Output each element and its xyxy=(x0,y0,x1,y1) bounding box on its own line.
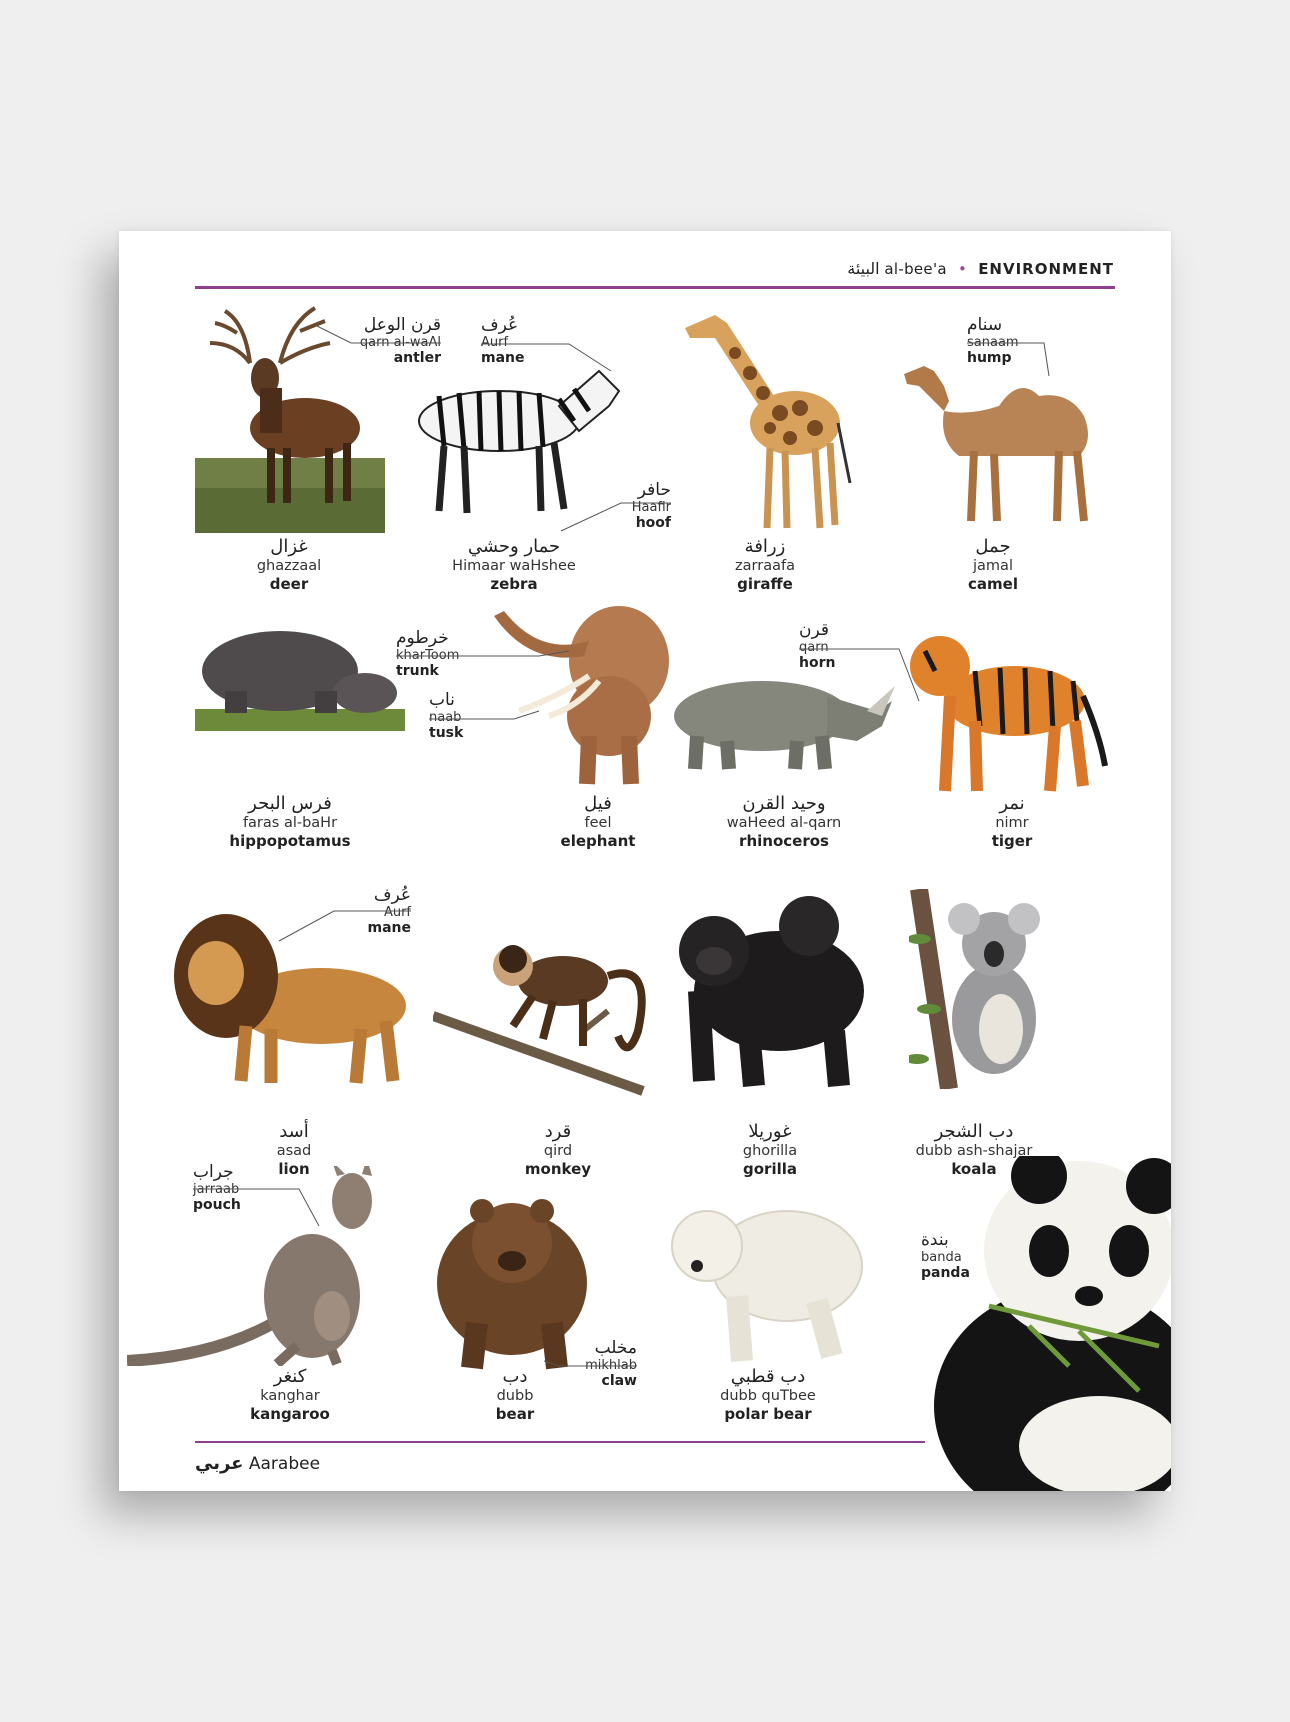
page-header xyxy=(847,259,1114,278)
monkey-image xyxy=(433,921,653,1096)
monkey-caption: قرد qird monkey xyxy=(524,1121,592,1178)
header-rule xyxy=(195,286,1115,289)
tiger-caption: نمر nimr tiger xyxy=(991,793,1033,850)
rhinoceros-caption: وحيد القرن waHeed al-qarn rhinoceros xyxy=(726,793,842,850)
polar-bear-image xyxy=(667,1176,872,1366)
polar-bear-caption: دب قطبي dubb quTbee polar bear xyxy=(720,1366,816,1423)
rhinoceros-image xyxy=(667,671,897,771)
antler-label: قرن الوعل qarn al-waAl antler xyxy=(359,315,441,367)
tiger-image xyxy=(905,626,1110,796)
pouch-label: جراب jarraab pouch xyxy=(193,1162,241,1214)
header-translit: al-bee'a xyxy=(884,260,947,278)
trunk-label: خرطوم kharToom trunk xyxy=(396,628,460,680)
koala-image xyxy=(909,889,1044,1089)
footer-rule xyxy=(195,1441,925,1443)
header-arabic: البيئة xyxy=(847,259,880,278)
camel-caption: جمل jamal camel xyxy=(968,536,1018,593)
tusk-label: ناب naab tusk xyxy=(429,690,464,742)
kangaroo-caption: كنغر kanghar kangaroo xyxy=(250,1366,330,1423)
zebra-caption: حمار وحشي Himaar waHshee zebra xyxy=(452,536,576,593)
gorilla-image xyxy=(659,881,879,1091)
footer-arabic: عربي xyxy=(195,1453,244,1474)
bear-caption: دب dubb bear xyxy=(495,1366,535,1423)
gorilla-caption: غوريلا ghorilla gorilla xyxy=(742,1121,798,1178)
hump-label: سنام sanaam hump xyxy=(967,315,1019,367)
elephant-image xyxy=(489,596,674,786)
claw-label: مخلب mikhlab claw xyxy=(585,1338,637,1390)
lion-image xyxy=(171,911,411,1086)
panda-caption: بندة banda panda xyxy=(921,1230,970,1282)
kangaroo-image xyxy=(127,1166,387,1366)
koala-caption: دب الشجر dubb ash-shajar koala xyxy=(915,1121,1033,1178)
header-separator-dot: • xyxy=(957,260,968,278)
header-english: ENVIRONMENT xyxy=(978,260,1114,278)
lion-mane-label: عُرف Aurf mane xyxy=(367,885,411,937)
footer-translit: Aarabee xyxy=(248,1454,321,1474)
hippopotamus-image xyxy=(195,621,405,731)
giraffe-caption: زرافة zarraafa giraffe xyxy=(735,536,795,593)
panda-image xyxy=(929,1156,1171,1491)
camel-image xyxy=(899,356,1099,526)
horn-label: قرن qarn horn xyxy=(799,620,836,672)
deer-caption: غزال ghazzaal deer xyxy=(256,536,322,593)
dictionary-page xyxy=(119,231,1171,1491)
elephant-caption: فيل feel elephant xyxy=(560,793,636,850)
lion-caption: أسد asad lion xyxy=(276,1121,312,1178)
giraffe-image xyxy=(675,303,855,533)
page-footer xyxy=(195,1453,320,1474)
hippopotamus-caption: فرس البحر faras al-baHr hippopotamus xyxy=(229,793,351,850)
zebra-mane-label: عُرف Aurf mane xyxy=(481,315,525,367)
hoof-label: حافر Haafir hoof xyxy=(631,480,671,532)
